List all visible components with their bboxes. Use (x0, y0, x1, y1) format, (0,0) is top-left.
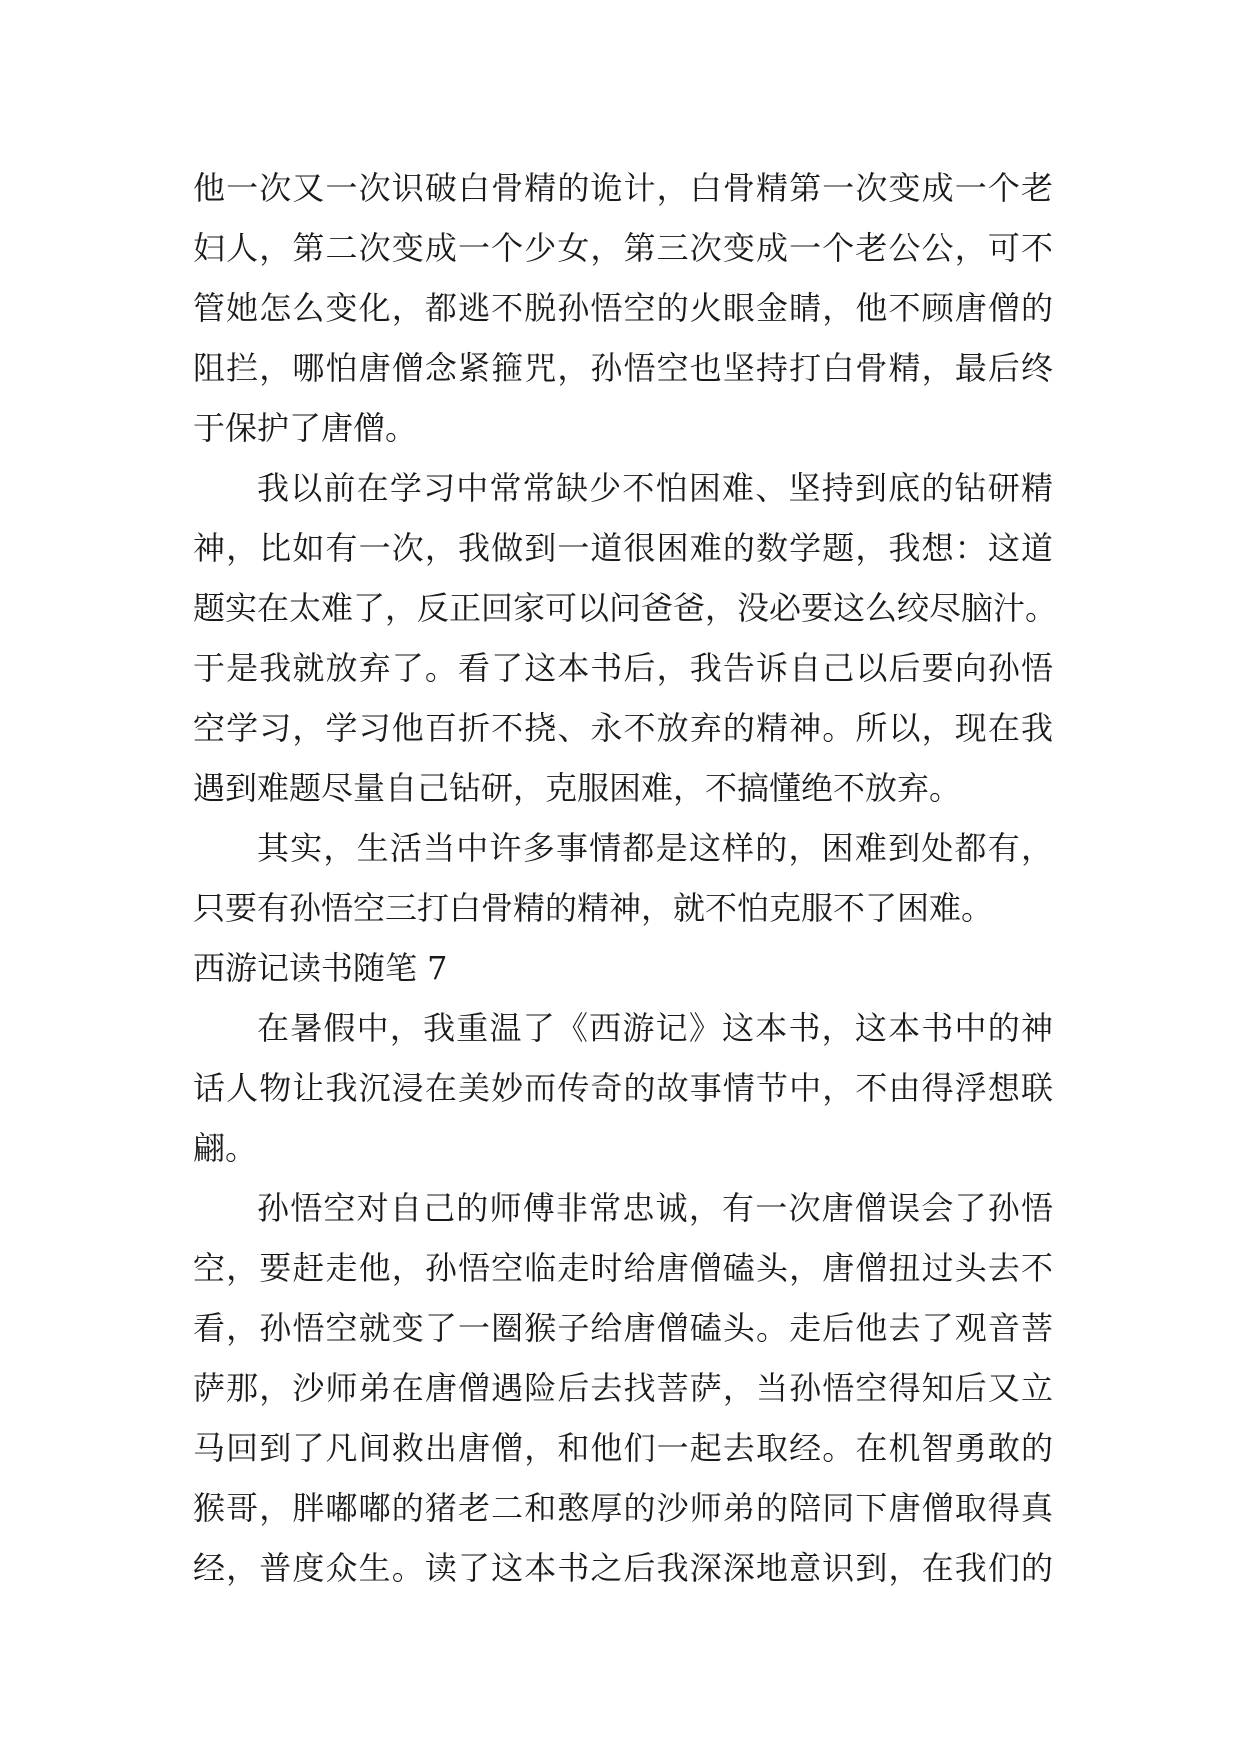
paragraph-first-line: 我以前在学习中常常缺少不怕困难、坚持到底的钻研精 (257, 469, 1053, 507)
text-line: 话人物让我沉浸在美妙而传奇的故事情节中，不由得浮想联 (193, 1069, 1053, 1107)
text-line: 神，比如有一次，我做到一道很困难的数学题，我想：这道 (193, 529, 1053, 567)
paragraph-first-line: 在暑假中，我重温了《西游记》这本书，这本书中的神 (257, 1009, 1053, 1047)
text-line: 阻拦，哪怕唐僧念紧箍咒，孙悟空也坚持打白骨精，最后终 (193, 349, 1053, 387)
text-line: 他一次又一次识破白骨精的诡计，白骨精第一次变成一个老 (193, 169, 1053, 207)
document-body (193, 158, 1058, 1598)
text-line: 猴哥，胖嘟嘟的猪老二和憨厚的沙师弟的陪同下唐僧取得真 (193, 1489, 1053, 1527)
text-line: 萨那，沙师弟在唐僧遇险后去找菩萨，当孙悟空得知后又立 (193, 1369, 1053, 1407)
paragraph-first-line: 其实，生活当中许多事情都是这样的，困难到处都有， (257, 829, 1053, 867)
text-line: 看，孙悟空就变了一圈猴子给唐僧磕头。走后他去了观音菩 (193, 1309, 1053, 1347)
text-line: 空学习，学习他百折不挠、永不放弃的精神。所以，现在我 (193, 709, 1053, 747)
text-line: 管她怎么变化，都逃不脱孙悟空的火眼金睛，他不顾唐僧的 (193, 289, 1053, 327)
section-heading: 西游记读书随笔 7 (193, 949, 448, 987)
text-line: 经，普度众生。读了这本书之后我深深地意识到，在我们的 (193, 1549, 1053, 1587)
text-line: 题实在太难了，反正回家可以问爸爸，没必要这么绞尽脑汁。 (193, 589, 1058, 627)
paragraph-first-line: 孙悟空对自己的师傅非常忠诚，有一次唐僧误会了孙悟 (257, 1189, 1053, 1227)
text-line: 遇到难题尽量自己钻研，克服困难，不搞懂绝不放弃。 (193, 769, 962, 807)
text-line: 马回到了凡间救出唐僧，和他们一起去取经。在机智勇敢的 (193, 1429, 1053, 1467)
text-line: 妇人，第二次变成一个少女，第三次变成一个老公公，可不 (193, 229, 1053, 267)
text-line: 只要有孙悟空三打白骨精的精神，就不怕克服不了困难。 (193, 889, 994, 927)
text-line: 空，要赶走他，孙悟空临走时给唐僧磕头，唐僧扭过头去不 (193, 1249, 1053, 1287)
text-line: 于是我就放弃了。看了这本书后，我告诉自己以后要向孙悟 (193, 649, 1053, 687)
text-line: 于保护了唐僧。 (193, 409, 418, 447)
text-line: 翩。 (193, 1129, 258, 1167)
